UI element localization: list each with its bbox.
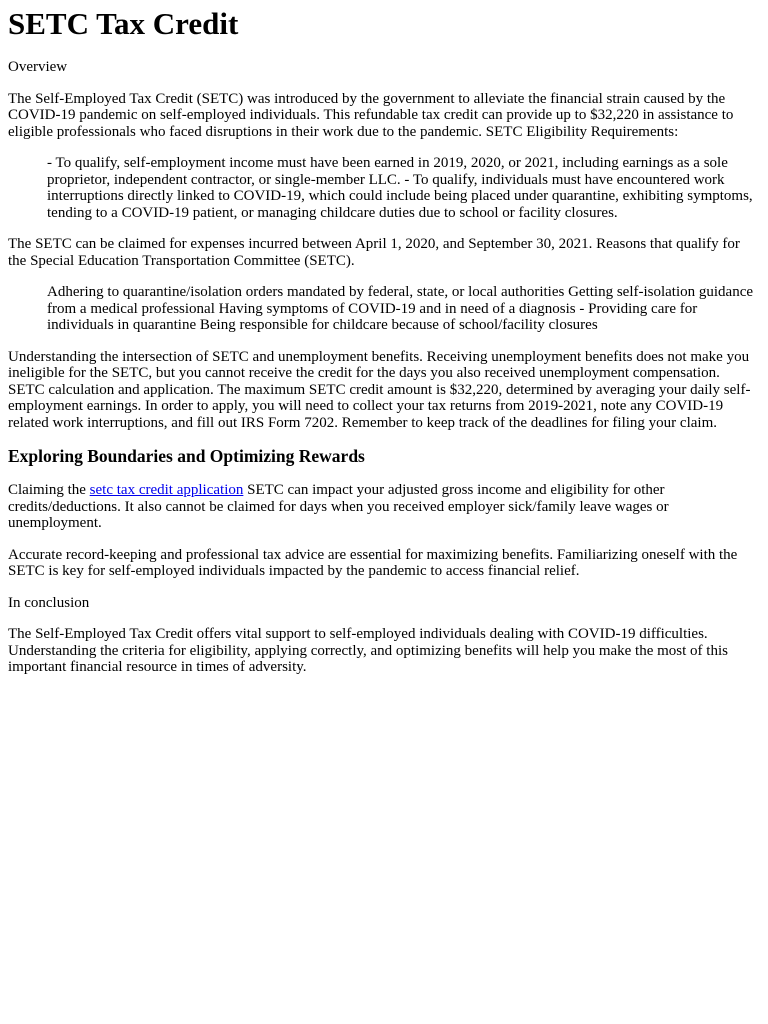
setc-application-link[interactable]: setc tax credit application <box>89 482 244 498</box>
claim-period-paragraph: The SETC can be claimed for expenses incurred between April 1, 2020, and September 30, 2021. Reasons that qualify for the Special Education Transportation Committee (SETC). <box>8 236 740 269</box>
claiming-text-after: SETC can impact your adjusted gross income and eligibility for other credits/deductions. It also cannot be claimed for days when you received employer sick/family leave wages or unemployment. <box>8 482 669 531</box>
intro-paragraph: The Self-Employed Tax Credit (SETC) was introduced by the government to alleviate the financial strain caused by the COVID-19 pandemic on self-employed individuals. This refundable tax credit can provide up to $32,220 in assistance to eligible professionals who faced disruptions in their work due to the pandemic. SETC Eligibility Requirements: <box>8 90 734 140</box>
claiming-paragraph <box>8 482 760 532</box>
page-title: SETC Tax Credit <box>8 6 239 41</box>
conclusion-label: In conclusion <box>8 594 90 611</box>
qualifying-reasons-quote: Adhering to quarantine/isolation orders mandated by federal, state, or local authorities Getting self-isolation guidance from a medical professional Having symptoms of COVID-19 and in need of a diagnosis - Providing care for individuals in quarantine Being responsible for childcare because of school/facility closures <box>47 284 754 333</box>
unemployment-paragraph: Understanding the intersection of SETC and unemployment benefits. Receiving unemployment benefits does not make you ineligible for the SETC, but you cannot receive the credit for the days you also received unemployment compensation. SETC calculation and application. The maximum SETC credit amount is $32,220, determined by averaging your daily self-employment earnings. In order to apply, you will need to collect your tax returns from 2019-2021, note any COVID-19 related work interruptions, and fill out IRS Form 7202. Remember to keep track of the deadlines for filing your claim. <box>8 348 751 431</box>
section-heading: Exploring Boundaries and Optimizing Rewards <box>8 446 365 466</box>
claiming-text-before: Claiming the <box>8 482 90 498</box>
eligibility-quote: - To qualify, self-employment income must have been earned in 2019, 2020, or 2021, including earnings as a sole proprietor, independent contractor, or single-member LLC. - To qualify, individuals must have encountered work interruptions directly linked to COVID-19, which could include being placed under quarantine, exhibiting symptoms, tending to a COVID-19 patient, or managing childcare duties due to school or facility closures. <box>47 155 753 221</box>
recordkeeping-paragraph: Accurate record-keeping and professional tax advice are essential for maximizing benefits. Familiarizing oneself with the SETC is key for self-employed individuals impacted by the pandemic to access financial relief. <box>8 546 738 579</box>
conclusion-paragraph: The Self-Employed Tax Credit offers vital support to self-employed individuals dealing with COVID-19 difficulties. Understanding the criteria for eligibility, applying correctly, and optimizing benefits will help you make the most of this important financial resource in times of adversity. <box>8 626 728 675</box>
overview-label: Overview <box>8 59 68 75</box>
